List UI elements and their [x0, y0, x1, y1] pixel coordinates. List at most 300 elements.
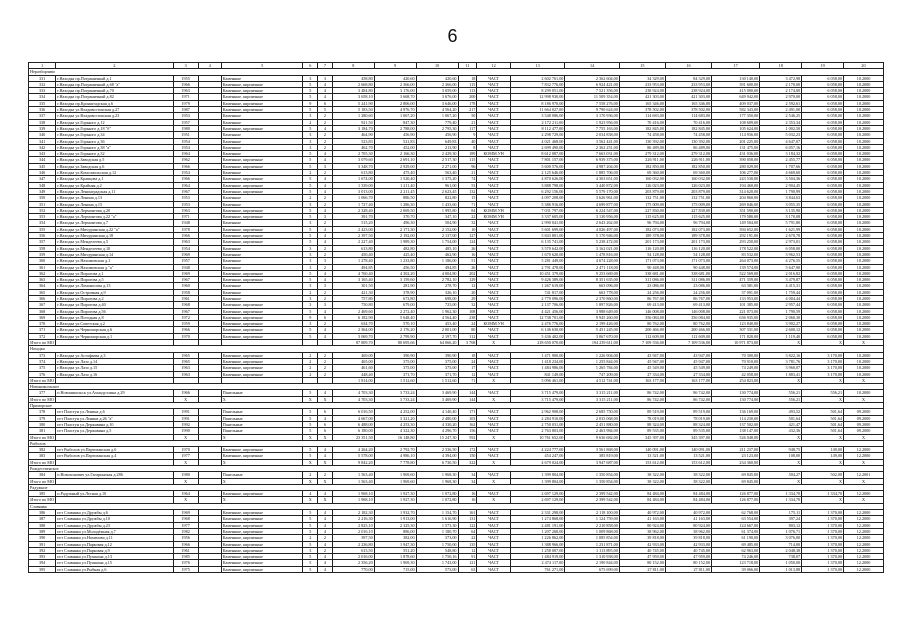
table-cell: 6 058,00: [802, 251, 844, 257]
table-cell: 86 489,00: [665, 144, 711, 150]
table-cell: г.Находка ул.Горького д.36: [56, 138, 173, 144]
table-cell: 2 171,30: [374, 226, 416, 232]
table-cell: X: [173, 459, 198, 465]
table-cell: 5 647,90: [760, 264, 802, 270]
table-cell: 178: [458, 100, 477, 106]
table-cell: 1966: [173, 163, 198, 169]
table-cell: X: [477, 434, 511, 440]
table-cell: 4 564,40: [416, 314, 458, 320]
table-cell: 3 733,24: [374, 390, 416, 396]
table-cell: 9 253 669,00: [565, 270, 619, 276]
table-cell: 4 026 497,00: [565, 226, 619, 232]
table-cell: 337: [29, 113, 56, 119]
table-cell: 84 329,00: [665, 75, 711, 81]
table-cell: 2 174,00: [760, 88, 802, 94]
table-cell: 2: [318, 264, 333, 270]
table-cell: 1966: [173, 541, 198, 547]
table-cell: 307 331,00: [712, 327, 760, 333]
table-cell: 1 339,00: [332, 182, 374, 188]
table-cell: 415 000,00: [712, 88, 760, 94]
table-cell: 456,90: [416, 132, 458, 138]
table-cell: 10 451 379,00: [510, 270, 564, 276]
table-cell: 1962: [173, 157, 198, 163]
table-cell: 5 281 449,00: [510, 258, 564, 264]
table-cell: 6 058,00: [802, 270, 844, 276]
table-cell: 521,83: [374, 138, 416, 144]
table-cell: ЧАСТ: [477, 132, 511, 138]
table-cell: 189 378,00: [665, 233, 711, 239]
table-cell: 4 699 877,00: [565, 201, 619, 207]
table-cell: 4 674 228,00: [565, 258, 619, 264]
table-cell: 63: [458, 566, 477, 572]
table-cell: 454 247,00: [510, 453, 564, 459]
table-cell: 372: [29, 333, 56, 339]
table-cell: 1 072,80: [416, 497, 458, 503]
table-cell: пгт Славянка ул.Парковая д.9: [56, 547, 173, 553]
table-cell: 2 170,00: [760, 81, 802, 87]
table-cell: 2 476 776,00: [510, 321, 564, 327]
table-cell: ЧАСТ: [477, 283, 511, 289]
table-cell: Каменные, кирпичные: [221, 522, 303, 528]
table-cell: 38 962,00: [665, 528, 711, 534]
section-label: Радужное: [29, 484, 884, 490]
table-cell: 485,10: [416, 245, 458, 251]
table-cell: 378: [29, 409, 56, 415]
table-cell: ЧАСТ: [477, 75, 511, 81]
table-cell: 6 058,00: [802, 289, 844, 295]
table-cell: 4 276,55: [760, 258, 802, 264]
table-cell: 10.2000: [844, 107, 884, 113]
table-cell: 4 415,31: [760, 283, 802, 289]
table-cell: 61 374,00: [712, 528, 760, 534]
table-cell: 649,83: [416, 138, 458, 144]
table-cell: 4: [318, 522, 333, 528]
table-cell: 4: [318, 151, 333, 157]
table-cell: 1992: [173, 421, 198, 427]
table-cell: 1 310 938,00: [565, 554, 619, 560]
table-cell: г.Находка ул.Комсомольская д.12: [56, 170, 173, 176]
table-cell: 38 962,00: [619, 528, 665, 534]
table-cell: X: [318, 396, 333, 402]
table-cell: 2 546,25: [760, 113, 802, 119]
table-cell: 1 707,66: [760, 163, 802, 169]
table-cell: X: [802, 497, 844, 503]
table-cell: X: [477, 396, 511, 402]
table-cell: 344: [29, 157, 56, 163]
table-cell: 182 850,00: [619, 163, 665, 169]
table-cell: 10.2000: [844, 295, 884, 301]
table-cell: 54 128,00: [619, 251, 665, 257]
table-cell: Каменные: [221, 138, 303, 144]
table-cell: пгт Славянка ул.Дружбы д.6: [56, 510, 173, 516]
table-cell: 363: [29, 277, 56, 283]
table-cell: 10.2000: [844, 390, 884, 396]
table-cell: ЧАСТ: [477, 277, 511, 283]
table-cell: 5 648,40: [374, 314, 416, 320]
table-cell: 1 790,99: [760, 188, 802, 194]
table-cell: 64 066,20: [416, 340, 458, 346]
table-cell: X: [303, 396, 318, 402]
table-cell: 3: [303, 132, 318, 138]
table-cell: 2 366,00: [374, 81, 416, 87]
table-cell: Каменные, кирпичные: [221, 314, 303, 320]
table-cell: 24: [458, 321, 477, 327]
table-cell: 5: [303, 522, 318, 528]
table-cell: 201 225,00: [712, 138, 760, 144]
table-cell: 40: [458, 138, 477, 144]
table-cell: 32: [458, 220, 477, 226]
table-cell: 425,40: [374, 251, 416, 257]
table-cell: 2 763 803,00: [510, 428, 564, 434]
table-cell: 12: [458, 547, 477, 553]
table-cell: 6 058,00: [802, 75, 844, 81]
table-cell: 112: [458, 333, 477, 339]
section-label: Новоникольское: [29, 384, 884, 390]
table-cell: 182 845,00: [665, 125, 711, 131]
table-cell: 501,64: [802, 409, 844, 415]
table-cell: 89 535,00: [619, 428, 665, 434]
table-cell: 10.2000: [844, 233, 884, 239]
table-cell: 3 715 479,00: [510, 390, 564, 396]
table-cell: 352: [29, 207, 56, 213]
table-cell: 391,70: [332, 214, 374, 220]
table-cell: ЧАСТ: [477, 289, 511, 295]
table-cell: 370: [29, 321, 56, 327]
table-cell: 132: [458, 188, 477, 194]
column-number-cell: 6: [303, 63, 318, 69]
table-cell: 10.2000: [844, 289, 884, 295]
table-cell: 2 705,30: [332, 151, 374, 157]
table-cell: [198, 566, 221, 572]
table-cell: 2 034 838,00: [565, 132, 619, 138]
table-cell: 1967: [173, 188, 198, 194]
table-cell: 45 549,00: [665, 365, 711, 371]
table-cell: 346: [29, 170, 56, 176]
table-cell: 501,64: [802, 428, 844, 434]
table-cell: Каменные, кирпичные: [221, 516, 303, 522]
table-cell: 2 137,00: [416, 233, 458, 239]
column-number-cell: 11: [458, 63, 477, 69]
table-cell: 10.2000: [844, 88, 884, 94]
table-cell: 69 360,00: [665, 170, 711, 176]
table-cell: 182 073,00: [619, 226, 665, 232]
table-cell: 4 097 208,00: [510, 195, 564, 201]
table-cell: X: [173, 396, 198, 402]
table-cell: 556,21: [760, 396, 802, 402]
table-cell: 353: [29, 214, 56, 220]
table-cell: Каменные, кирпичные: [221, 277, 303, 283]
column-number-cell: 4: [198, 63, 221, 69]
table-cell: ЧАСТ: [477, 233, 511, 239]
table-cell: ЧАСТ: [477, 251, 511, 257]
table-cell: Каменные: [221, 195, 303, 201]
table-cell: 153 612,00: [665, 459, 711, 465]
table-cell: 452,00: [374, 144, 416, 150]
table-cell: 69 360,00: [619, 170, 665, 176]
table-cell: 2: [318, 472, 333, 478]
table-cell: 127: [458, 233, 477, 239]
table-cell: г.Находка ул.Лазо д.16: [56, 371, 173, 377]
table-cell: 13 521,00: [619, 453, 665, 459]
table-cell: ЧАСТ: [477, 352, 511, 358]
table-cell: 5 843 801,00: [510, 233, 564, 239]
table-cell: 4 647,07: [760, 138, 802, 144]
table-cell: 779,40: [416, 119, 458, 125]
table-cell: 375,00: [416, 358, 458, 364]
table-cell: 144: [458, 390, 477, 396]
table-cell: 373: [29, 352, 56, 358]
table-cell: 124 667,00: [712, 522, 760, 528]
table-cell: 40 745,00: [665, 547, 711, 553]
table-cell: 2 016,82: [760, 270, 802, 276]
table-cell: 1 119,40: [760, 333, 802, 339]
table-cell: 178 522,00: [712, 245, 760, 251]
table-cell: 523,83: [332, 138, 374, 144]
table-cell: 2: [318, 251, 333, 257]
table-cell: 385: [29, 491, 56, 497]
table-cell: 74 249,00: [712, 365, 760, 371]
table-cell: пгт Славянка ул.Пушкина д.15: [56, 560, 173, 566]
table-cell: 22: [458, 535, 477, 541]
table-cell: 8 186 970,00: [510, 100, 564, 106]
table-cell: 385 819,00: [565, 453, 619, 459]
table-cell: 356 084,00: [665, 314, 711, 320]
table-cell: 382,00: [374, 535, 416, 541]
table-cell: 6 182,90: [332, 314, 374, 320]
table-cell: 150: [458, 453, 477, 459]
table-cell: X: [173, 478, 198, 484]
table-cell: 2 328,40: [332, 207, 374, 213]
table-cell: 6 058,00: [802, 327, 844, 333]
table-cell: 1 563,40: [332, 478, 374, 484]
table-cell: 7 109 536,00: [619, 340, 665, 346]
table-cell: 1967: [173, 308, 198, 314]
table-cell: 2 176,20: [374, 327, 416, 333]
table-cell: 4: [318, 226, 333, 232]
table-cell: 41 163,00: [619, 516, 665, 522]
table-cell: 1 334,70: [760, 491, 802, 497]
table-cell: 281,90: [374, 283, 416, 289]
table-cell: 45 549,00: [619, 365, 665, 371]
table-cell: 80 762,00: [665, 321, 711, 327]
table-cell: 1 186,00: [416, 258, 458, 264]
table-cell: ЧАСТ: [477, 107, 511, 113]
table-cell: 6 058,00: [802, 176, 844, 182]
table-cell: 5: [303, 270, 318, 276]
table-cell: 5 032,23: [760, 132, 802, 138]
table-cell: пгт Рыболов ул.Партизанская д.6: [56, 447, 173, 453]
table-cell: 1 790,59: [760, 308, 802, 314]
table-cell: г.Находка пр.Пограничный д.1: [56, 75, 173, 81]
table-cell: 12.2000: [844, 535, 884, 541]
table-cell: 136 169,00: [712, 409, 760, 415]
table-cell: 1 814,00: [332, 377, 374, 383]
table-cell: 4 679 024,00: [510, 459, 564, 465]
table-cell: пгт Славянка ул.Дружбы д.23: [56, 522, 173, 528]
table-cell: X: [844, 497, 884, 503]
table-cell: 1 573,30: [416, 522, 458, 528]
table-cell: 2: [318, 132, 333, 138]
table-cell: 149,00: [802, 447, 844, 453]
table-cell: 103: [458, 415, 477, 421]
table-cell: 501,64: [760, 415, 802, 421]
table-cell: 1 050,00: [760, 560, 802, 566]
table-cell: Итого по МО: [30, 377, 54, 383]
table-cell: 6 939 375,00: [565, 157, 619, 163]
table-cell: 172: [458, 447, 477, 453]
table-cell: 3 170 936,00: [565, 113, 619, 119]
table-cell: 2 481 191,00: [510, 522, 564, 528]
table-cell: 254 823,00: [712, 377, 760, 383]
table-cell: 12.2000: [844, 522, 884, 528]
table-cell: 1 334,70: [802, 491, 844, 497]
table-cell: 471 359,00: [712, 277, 760, 283]
table-cell: 1 913,00: [374, 516, 416, 522]
table-cell: 515,20: [332, 220, 374, 226]
table-cell: 3 768: [458, 340, 477, 346]
table-cell: г.Находка ул.Заводская д.5: [56, 157, 173, 163]
table-cell: 4 330,20: [416, 421, 458, 427]
table-cell: 948,75: [760, 447, 802, 453]
table-cell: 140 091,00: [619, 447, 665, 453]
table-cell: ЧАСТ: [477, 428, 511, 434]
table-cell: 391 600,00: [712, 81, 760, 87]
table-cell: 09.2000: [844, 409, 884, 415]
table-cell: 4: [318, 233, 333, 239]
table-cell: г.Находка ул.Ленина д.15: [56, 201, 173, 207]
table-cell: 3 469,90: [416, 396, 458, 402]
table-cell: 3 159,60: [374, 277, 416, 283]
table-cell: 1956: [173, 535, 198, 541]
table-cell: пгт Славянка ул.Пушкина д.13: [56, 554, 173, 560]
table-cell: 10.2000: [844, 207, 884, 213]
table-cell: 1 621,99: [760, 226, 802, 232]
table-cell: 2 929,00: [374, 163, 416, 169]
table-cell: 96 794,00: [665, 220, 711, 226]
table-cell: 3 562 441,00: [565, 138, 619, 144]
table-cell: 4 224 777,00: [510, 447, 564, 453]
table-cell: 4: [318, 207, 333, 213]
table-cell: 2 904,45: [760, 182, 802, 188]
table-cell: 12.2000: [844, 554, 884, 560]
table-cell: 750,80: [332, 302, 374, 308]
table-cell: 292 191,00: [712, 233, 760, 239]
table-cell: 383: [29, 453, 56, 459]
table-cell: ЧАСТ: [477, 314, 511, 320]
table-cell: 378,90: [374, 289, 416, 295]
table-cell: 1 478 816,00: [565, 251, 619, 257]
section-label: Находка: [29, 346, 884, 352]
table-cell: 2 190 844,00: [565, 560, 619, 566]
table-cell: 21: [458, 170, 477, 176]
table-cell: 1953: [173, 195, 198, 201]
column-number-cell: 15: [619, 63, 665, 69]
table-cell: 43 947,00: [665, 352, 711, 358]
table-cell: 4: [318, 88, 333, 94]
table-cell: 3 321,20: [374, 415, 416, 421]
table-cell: 5: [303, 327, 318, 333]
table-cell: 3: [303, 302, 318, 308]
table-cell: пгт Славянка ул.Парковая д.12: [56, 541, 173, 547]
table-cell: 171: [458, 409, 477, 415]
table-cell: X: [802, 340, 844, 346]
table-cell: 32: [458, 302, 477, 308]
table-cell: ЧАСТ: [477, 447, 511, 453]
table-cell: 375,00: [374, 365, 416, 371]
table-cell: 1 231 871,00: [565, 541, 619, 547]
table-cell: 12 738 701,00: [510, 314, 564, 320]
table-cell: 3: [303, 201, 318, 207]
table-cell: 2 779 096,00: [510, 295, 564, 301]
table-cell: 74: [458, 176, 477, 182]
table-cell: 163 177,00: [619, 377, 665, 383]
table-cell: 69 413,00: [619, 302, 665, 308]
table-cell: 29: [458, 295, 477, 301]
table-cell: 6 058,00: [802, 264, 844, 270]
table-cell: 458,80: [332, 75, 374, 81]
table-cell: 371,70: [416, 371, 458, 377]
table-cell: 279 312,00: [665, 151, 711, 157]
table-cell: 2 016,00: [332, 554, 374, 560]
table-cell: 3 484,80: [332, 88, 374, 94]
table-cell: Каменные: [221, 220, 303, 226]
table-cell: 91: [458, 554, 477, 560]
table-cell: 4: [318, 453, 333, 459]
table-cell: 2 699 490,00: [510, 144, 564, 150]
table-cell: 1 670 620,00: [510, 251, 564, 257]
table-cell: 482,80: [374, 245, 416, 251]
table-cell: 6 058,00: [802, 88, 844, 94]
table-cell: 1964: [173, 182, 198, 188]
table-cell: 2 962 908,00: [510, 409, 564, 415]
table-cell: ЧАСТ: [477, 264, 511, 270]
table-cell: 5 601 699,00: [510, 226, 564, 232]
table-cell: 2: [318, 371, 333, 377]
table-cell: 5: [303, 88, 318, 94]
table-cell: 53: [458, 182, 477, 188]
table-cell: 12.2000: [844, 560, 884, 566]
table-cell: 2 016,10: [332, 528, 374, 534]
table-cell: 1 370,00: [802, 547, 844, 553]
table-cell: 1 399 804,00: [510, 478, 564, 484]
column-number-cell: 3: [173, 63, 198, 69]
table-cell: г.Находка ул.Пирогова д.1: [56, 270, 173, 276]
table-cell: 8: [458, 144, 477, 150]
table-cell: г.Находка ул.Менделеева д.10: [56, 245, 173, 251]
table-cell: 69 845,00: [712, 472, 760, 478]
table-cell: 115: [458, 157, 477, 163]
table-cell: 1980: [173, 472, 198, 478]
table-cell: 1 076,71: [760, 528, 802, 534]
table-cell: 122: [458, 522, 477, 528]
table-cell: 2: [303, 289, 318, 295]
table-cell: 10.2000: [844, 220, 884, 226]
table-cell: 80 924,00: [665, 522, 711, 528]
table-cell: 6 058,00: [802, 94, 844, 100]
table-cell: 1957: [173, 119, 198, 125]
table-cell: 135: [458, 541, 477, 547]
table-cell: пгт Пластун ул.Державина д.10: [56, 421, 173, 427]
table-cell: 1963: [173, 365, 198, 371]
table-cell: 384: [29, 472, 56, 478]
table-cell: 165 346,00: [665, 100, 711, 106]
table-cell: п.Новохонович ул.Гагаринская д.286: [56, 472, 173, 478]
table-cell: 448,40: [332, 371, 374, 377]
table-cell: 1967: [173, 277, 198, 283]
table-cell: 5: [303, 510, 318, 516]
table-cell: 27 811,00: [619, 566, 665, 572]
table-cell: 1 066,70: [332, 195, 374, 201]
